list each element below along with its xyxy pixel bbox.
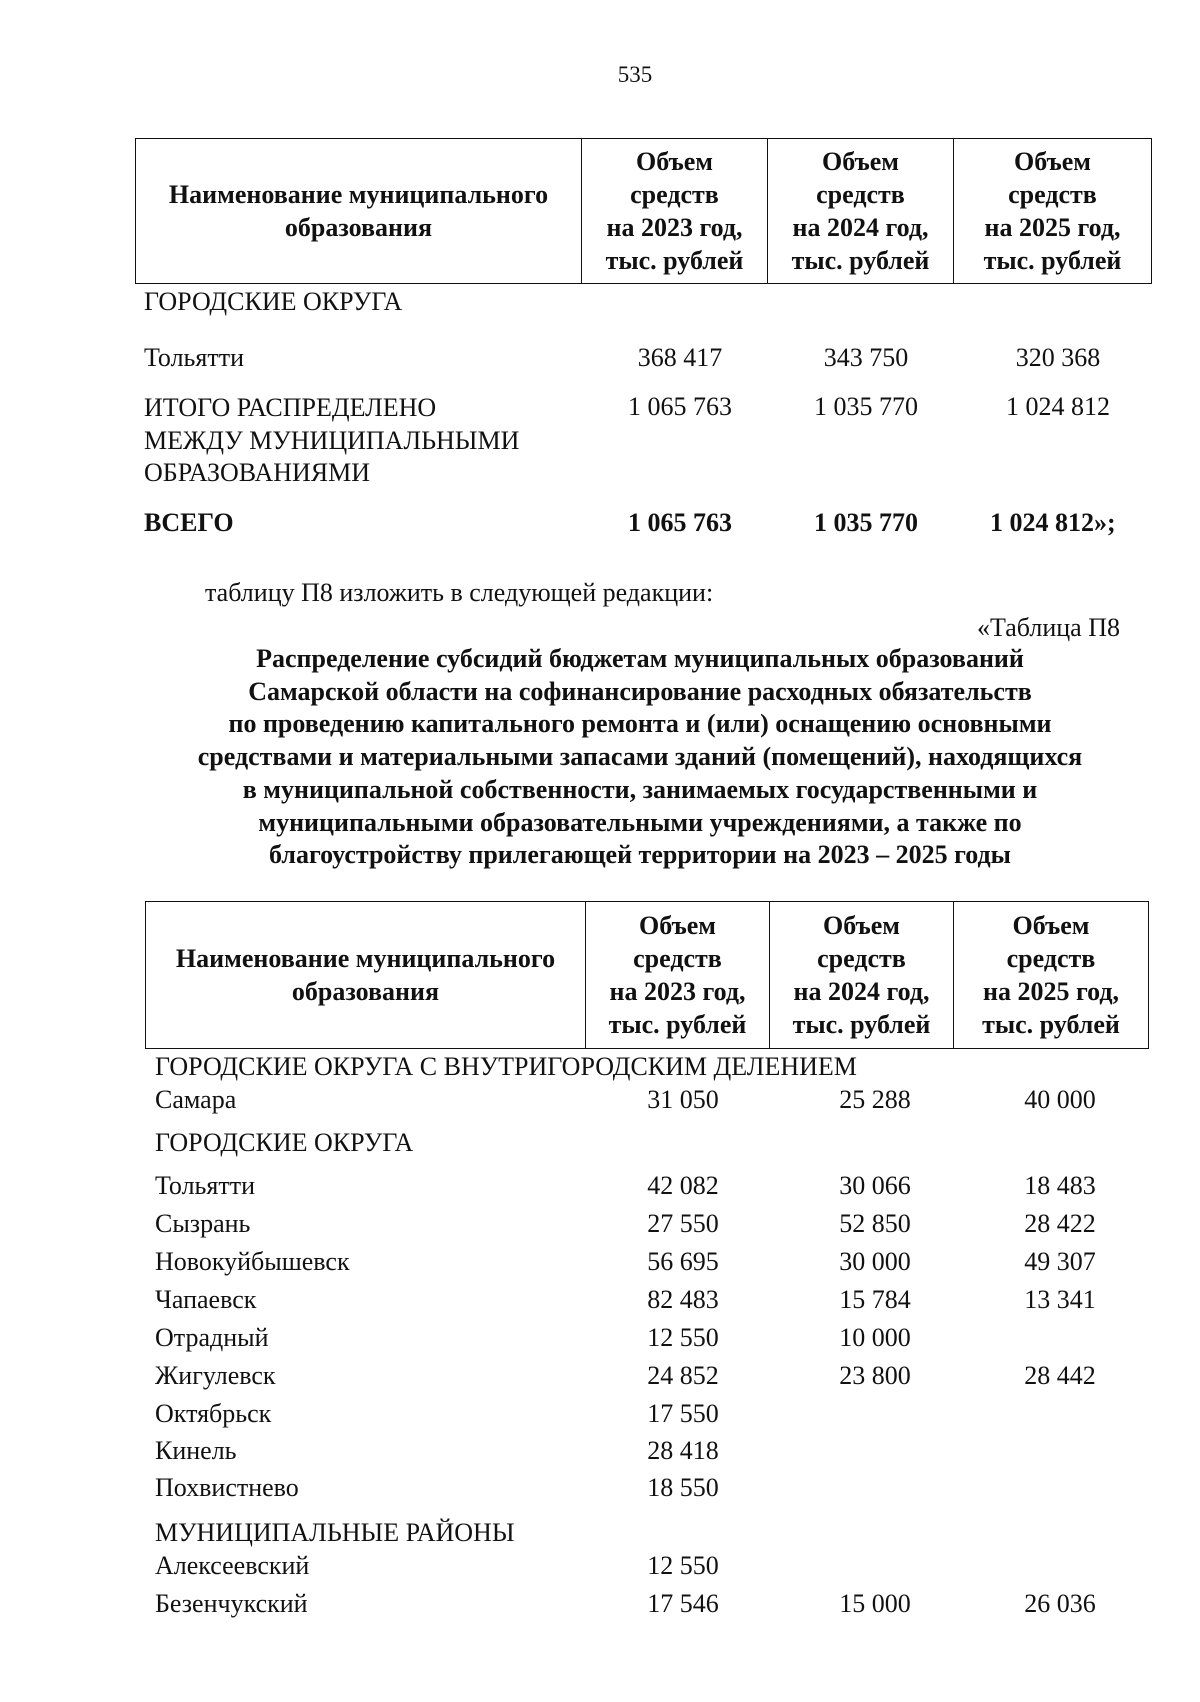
row-name: Самара xyxy=(155,1085,237,1114)
value-2023: 56 695 xyxy=(647,1247,719,1276)
value-2023: 17 550 xyxy=(647,1399,719,1428)
section-heading: МУНИЦИПАЛЬНЫЕ РАЙОНЫ xyxy=(155,1518,515,1547)
value-2023: 12 550 xyxy=(647,1323,719,1352)
vsego-2025: 1 024 812»; xyxy=(990,508,1116,537)
row-name: Алексеевский xyxy=(155,1551,310,1580)
intro-text: таблицу П8 изложить в следующей редакции: xyxy=(205,578,714,607)
value-2023: 27 550 xyxy=(647,1209,719,1238)
value-2025: 18 483 xyxy=(1024,1171,1096,1200)
row-name: Чапаевск xyxy=(155,1285,257,1314)
row-name: Тольятти xyxy=(144,343,245,372)
row-name: Новокуйбышевск xyxy=(155,1247,350,1276)
table-title: Распределение субсидий бюджетам муниципальных образований Самарской области на софинансирование расходных обязательств по проведению капитального ремонта и (или) оснащению основными средствами и материальными запасами зданий (помещений), находящихся в муниципальной собственности, занимаемых государственными и муниципальными образовательными учреждениями, а также по благоустройству прилегающей территории на 2023 – 2025 годы xyxy=(197,644,1083,870)
value-2025: 28 442 xyxy=(1024,1361,1096,1390)
row-name: Тольятти xyxy=(155,1171,256,1200)
row-name: Безенчукский xyxy=(155,1589,308,1618)
header-2024-column: Объем средств на 2024 год, тыс. рублей xyxy=(770,902,954,1049)
value-2025: 320 368 xyxy=(1015,343,1101,372)
value-2024: 23 800 xyxy=(839,1361,911,1390)
section-heading: ГОРОДСКИЕ ОКРУГА С ВНУТРИГОРОДСКИМ ДЕЛЕНИЕМ xyxy=(155,1052,857,1081)
itogo-2023: 1 065 763 xyxy=(628,392,732,421)
value-2023: 368 417 xyxy=(637,343,723,372)
value-2023: 42 082 xyxy=(647,1171,719,1200)
table1-header xyxy=(135,138,1152,284)
header-2023-column: Объем средств на 2023 год, тыс. рублей xyxy=(586,902,770,1049)
row-name: Кинель xyxy=(155,1436,237,1465)
row-name: Сызрань xyxy=(155,1209,251,1238)
value-2025: 40 000 xyxy=(1024,1085,1096,1114)
value-2024: 30 000 xyxy=(839,1247,911,1276)
row-name: Похвистнево xyxy=(155,1473,299,1502)
table-label: «Таблица П8 xyxy=(977,613,1120,642)
page-number: 535 xyxy=(617,62,653,87)
value-2023: 18 550 xyxy=(647,1473,719,1502)
header-2025-column: Объем средств на 2025 год, тыс. рублей xyxy=(954,902,1149,1049)
itogo-2024: 1 035 770 xyxy=(814,392,918,421)
vsego-label: ВСЕГО xyxy=(144,508,234,537)
value-2024: 10 000 xyxy=(839,1323,911,1352)
value-2023: 82 483 xyxy=(647,1285,719,1314)
value-2025: 49 307 xyxy=(1024,1247,1096,1276)
header-2023-column: Объем средств на 2023 год, тыс. рублей xyxy=(582,139,768,284)
value-2024: 15 000 xyxy=(839,1589,911,1618)
value-2023: 17 546 xyxy=(647,1589,719,1618)
row-name: Октябрьск xyxy=(155,1399,272,1428)
value-2024: 52 850 xyxy=(839,1209,911,1238)
section-heading: ГОРОДСКИЕ ОКРУГА xyxy=(155,1128,414,1157)
value-2024: 343 750 xyxy=(823,343,909,372)
value-2023: 31 050 xyxy=(647,1085,719,1114)
value-2024: 25 288 xyxy=(839,1085,911,1114)
value-2024: 15 784 xyxy=(839,1285,911,1314)
header-name-column: Наименование муниципального образования xyxy=(146,902,586,1049)
row-name: Отрадный xyxy=(155,1323,269,1352)
header-name-column: Наименование муниципального образования xyxy=(136,139,582,284)
value-2023: 24 852 xyxy=(647,1361,719,1390)
itogo-2025: 1 024 812 xyxy=(1006,392,1110,421)
vsego-2023: 1 065 763 xyxy=(628,508,732,537)
header-2025-column: Объем средств на 2025 год, тыс. рублей xyxy=(954,139,1152,284)
table2-header xyxy=(145,901,1149,1049)
row-name: Жигулевск xyxy=(155,1361,276,1390)
value-2025: 13 341 xyxy=(1024,1285,1096,1314)
value-2023: 28 418 xyxy=(647,1436,719,1465)
itogo-label: ИТОГО РАСПРЕДЕЛЕНО МЕЖДУ МУНИЦИПАЛЬНЫМИ ОБРАЗОВАНИЯМИ xyxy=(144,393,520,487)
value-2025: 28 422 xyxy=(1024,1209,1096,1238)
value-2025: 26 036 xyxy=(1024,1589,1096,1618)
vsego-2024: 1 035 770 xyxy=(814,508,918,537)
value-2023: 12 550 xyxy=(647,1551,719,1580)
header-2024-column: Объем средств на 2024 год, тыс. рублей xyxy=(768,139,954,284)
section-heading: ГОРОДСКИЕ ОКРУГА xyxy=(144,287,403,316)
value-2024: 30 066 xyxy=(839,1171,911,1200)
